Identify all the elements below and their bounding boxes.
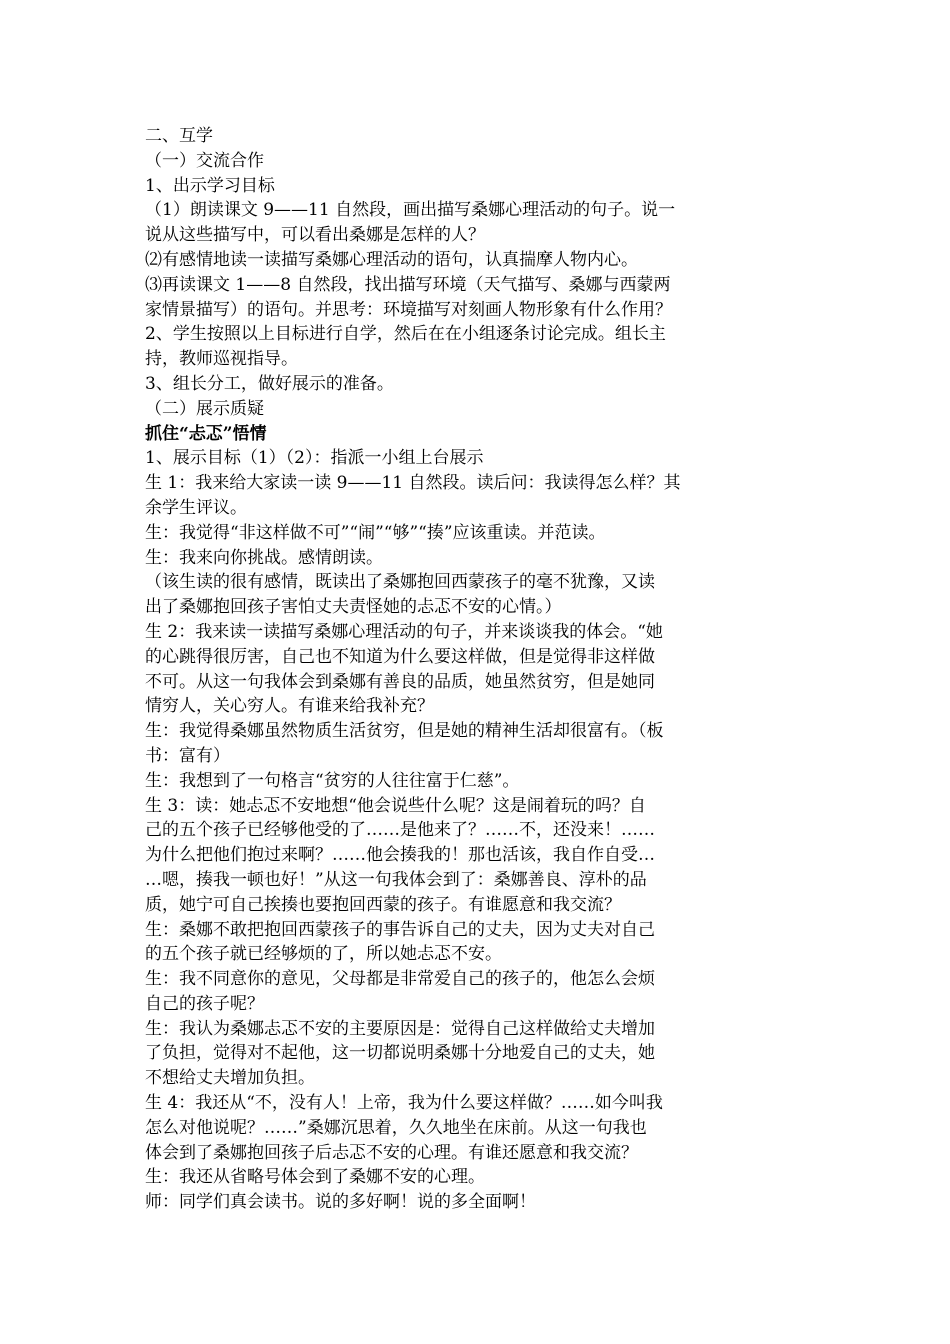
paragraph-line: 生：我觉得“非这样做不可”“闹”“够”“揍”应该重读。并范读。 [145, 522, 606, 543]
paragraph-line: 出了桑娜抱回孩子害怕丈夫责怪她的忐忑不安的心情。） [145, 597, 562, 618]
paragraph-line: 的五个孩子就已经够烦的了，所以她忐忑不安。 [145, 944, 502, 965]
paragraph-line: 生：我想到了一句格言“贫穷的人往往富于仁慈”。 [145, 770, 520, 791]
paragraph-line: 不可。从这一句我体会到桑娜有善良的品质，她虽然贫穷，但是她同 [145, 671, 655, 692]
paragraph-line: 不想给丈夫增加负担。 [145, 1068, 315, 1089]
subsection-heading-display: （二）展示质疑 [145, 398, 264, 419]
paragraph-line: 说从这些描写中，可以看出桑娜是怎样的人？ [145, 225, 485, 246]
paragraph-line: 2、学生按照以上目标进行自学，然后在在小组逐条讨论完成。组长主 [145, 324, 666, 345]
paragraph-line: （1）朗读课文 9——11 自然段，画出描写桑娜心理活动的句子。说一 [145, 200, 676, 221]
paragraph-line: 怎么对他说呢？……”桑娜沉思着，久久地坐在床前。从这一句我也 [145, 1117, 647, 1138]
paragraph-line: 为什么把他们抱过来啊？……他会揍我的！那也活该，我自作自受… [145, 845, 655, 866]
paragraph-line: 了负担，觉得对不起他，这一切都说明桑娜十分地爱自己的丈夫，她 [145, 1043, 655, 1064]
bold-heading: 抓住“忐忑”悟情 [145, 423, 267, 444]
paragraph-line: 生 4：我还从“不，没有人！上帝，我为什么要这样做？……如今叫我 [145, 1093, 663, 1114]
paragraph-line: 余学生评议。 [145, 497, 247, 518]
paragraph-line: 书：富有） [145, 745, 230, 766]
paragraph-line: 生：我还从省略号体会到了桑娜不安的心理。 [145, 1167, 485, 1188]
paragraph-line: 生：我觉得桑娜虽然物质生活贫穷，但是她的精神生活却很富有。（板 [145, 721, 664, 742]
paragraph-line: 3、组长分工，做好展示的准备。 [145, 373, 394, 394]
paragraph-line: 1、出示学习目标 [145, 175, 275, 196]
paragraph-line: …嗯，揍我一顿也好！”从这一句我体会到了：桑娜善良、淳朴的品 [145, 869, 647, 890]
paragraph-line: 体会到了桑娜抱回孩子后忐忑不安的心理。有谁还愿意和我交流？ [145, 1142, 638, 1163]
section-heading-mutual-learning: 二、互学 [145, 126, 213, 146]
paragraph-line: ⑶再读课文 1——8 自然段，找出描写环境（天气描写、桑娜与西蒙两 [145, 274, 671, 295]
paragraph-line: 生：桑娜不敢把抱回西蒙孩子的事告诉自己的丈夫，因为丈夫对自己 [145, 919, 655, 940]
paragraph-line: 情穷人，关心穷人。有谁来给我补充？ [145, 696, 434, 717]
paragraph-line: 生 1：我来给大家读一读 9——11 自然段。读后问：我读得怎么样？其 [145, 473, 681, 494]
paragraph-line: 生 3：读：她忐忑不安地想“他会说些什么呢？这是闹着玩的吗？自 [145, 795, 646, 816]
paragraph-line: 家情景描写）的语句。并思考：环境描写对刻画人物形象有什么作用？ [145, 299, 672, 320]
paragraph-line: 师：同学们真会读书。说的多好啊！说的多全面啊！ [145, 1192, 536, 1213]
subsection-heading-exchange: （一）交流合作 [145, 150, 264, 171]
paragraph-line: 的心跳得很厉害，自己也不知道为什么要这样做，但是觉得非这样做 [145, 646, 655, 667]
paragraph-line: （该生读的很有感情，既读出了桑娜抱回西蒙孩子的毫不犹豫，又读 [145, 572, 655, 593]
paragraph-line: 生：我不同意你的意见，父母都是非常爱自己的孩子的，他怎么会烦 [145, 969, 655, 990]
paragraph-line: 生：我认为桑娜忐忑不安的主要原因是：觉得自己这样做给丈夫增加 [145, 1018, 655, 1039]
paragraph-line: 自己的孩子呢？ [145, 993, 264, 1014]
paragraph-line: 1、展示目标（1）（2）：指派一小组上台展示 [145, 448, 484, 469]
document-page [145, 124, 845, 1215]
paragraph-line: 生 2：我来读一读描写桑娜心理活动的句子，并来谈谈我的体会。“她 [145, 621, 663, 642]
paragraph-line: 己的五个孩子已经够他受的了……是他来了？……不，还没来！…… [145, 820, 655, 841]
paragraph-line: 生：我来向你挑战。感情朗读。 [145, 547, 383, 568]
paragraph-line: 持，教师巡视指导。 [145, 349, 298, 370]
paragraph-line: ⑵有感情地读一读描写桑娜心理活动的语句，认真揣摩人物内心。 [145, 249, 638, 270]
paragraph-line: 质，她宁可自己挨揍也要抱回西蒙的孩子。有谁愿意和我交流？ [145, 894, 621, 915]
